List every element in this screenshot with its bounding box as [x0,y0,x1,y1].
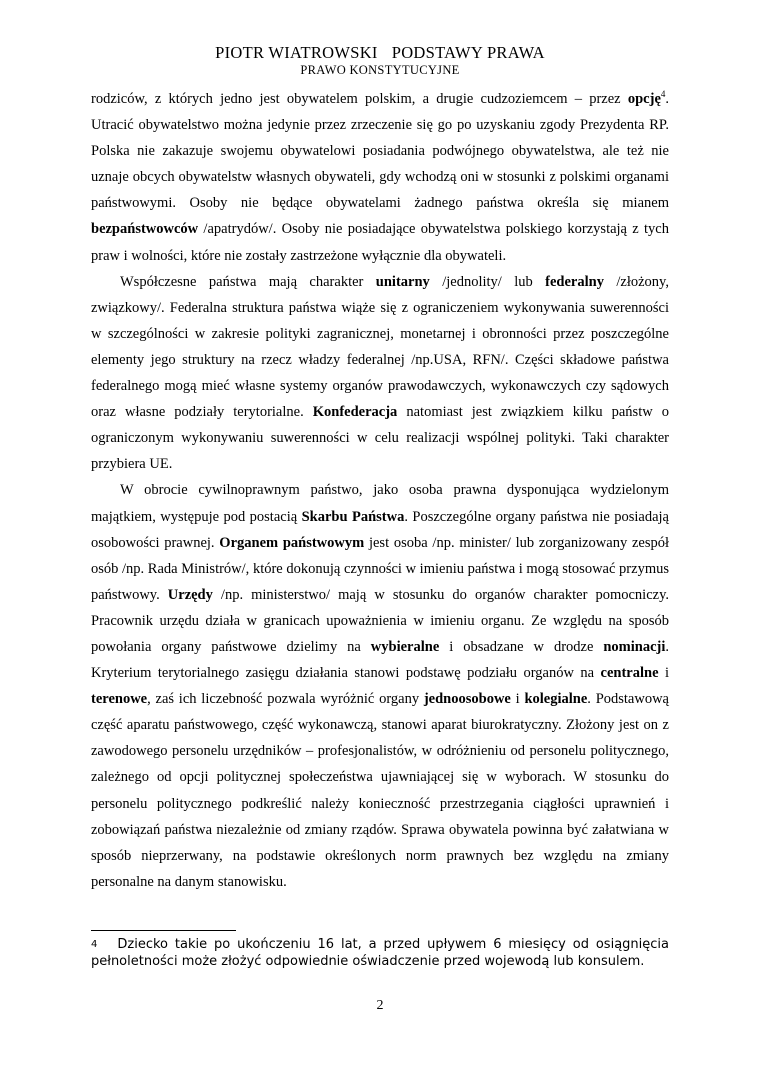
text-run: rodziców, z których jedno jest obywatelem polskim, a drugie cudzoziemcem – przez [91,91,628,107]
bold-term: Konfederacja [312,404,398,421]
bold-term: wybieralne [370,638,440,655]
bold-term: centralne [600,665,659,682]
header-title: PODSTAWY PRAWA [391,43,545,62]
text-run: . Poszczególne organy państwa nie posiadają osobowości prawnej. [91,508,669,551]
text-run: i [510,691,525,708]
bold-term: Skarbu Państwa [301,508,405,525]
paragraph [91,477,669,895]
footnote-separator [91,930,236,931]
bold-term: bezpaństwowców [91,221,199,238]
bold-term: opcję [627,91,661,107]
footnote-reference: 4 [660,89,666,100]
bold-term: Urzędy [167,586,213,603]
paragraph [91,86,669,269]
header-title-line [0,44,760,63]
text-run: /np. ministerstwo/ mają w stosunku do organów charakter pomocniczy. Pracownik urzędu działa w granicach upoważnienia w imieniu organu. Ze względu na sposób powołania organy państwowe dzielimy na [91,586,670,655]
bold-term: federalny [545,273,604,290]
text-run: /jednolity/ lub [429,273,546,290]
footnote-mark: 4 [91,939,98,950]
bold-term: nominacji [603,638,666,655]
text-run: Współczesne państwa mają charakter [120,273,376,290]
text-run: i obsadzane w drodze [439,638,604,655]
footnote [91,936,669,970]
bold-term: kolegialne [524,691,588,708]
header-subtitle: PRAWO KONSTYTUCYJNE [300,62,460,77]
text-run: natomiast jest związkiem kilku państw o ograniczonym wykonywaniu suwerenności w celu realizacji wspólnej polityki. Taki charakter przybiera UE. [91,404,669,473]
bold-term: jednoosobowe [423,691,511,708]
text-run: W obrocie cywilnoprawnym państwo, jako osoba prawna dysponująca wydzielonym majątkiem, występuje pod postacią [91,482,669,525]
text-run: . Podstawową część aparatu państwowego, część wykonawczą, stanowi aparat biurokratyczny. Złożony jest on z zawodowego personelu urzędników – profesjonalistów, w odróżnieniu od personelu politycznego, zależnego od opcji politycznej społeczeństwa ujawniającej się w wyborach. W stosunku do personelu politycznego podkreślić należy konieczność przestrzegania ciągłości uprawnień i zobowiązań państwa niezależnie od zmiany rządów. Sprawa obywatela powinna być załatwiana w sposób nieprzerwany, na podstawie określonych norm prawnych bez względu na zmiany personalne na danym stanowisku. [91,691,669,890]
text-run: /złożony, związkowy/. Federalna struktura państwa wiąże się z ograniczeniem wykonywania suwerenności w szczególności w zakresie polityki zagranicznej, monetarnej i obronności przez poszczególne elementy jego struktury na rzecz władzy federalnej /np.USA, RFN/. Części składowe państwa federalnego mogą mieć własne systemy organów prawodawczych, wykonawczych czy sądowych oraz własne podziały terytorialne. [91,273,669,421]
page-header [0,44,760,77]
header-author: PIOTR WIATROWSKI [215,43,378,62]
bold-term: Organem państwowym [219,534,365,551]
bold-term: unitarny [375,273,430,290]
page-number: 2 [376,998,384,1013]
text-run: i [658,665,670,682]
text-run: . Kryterium terytorialnego zasięgu działania stanowi podstawę podziału organów na [91,638,669,682]
paragraph [91,269,669,478]
body-text [91,86,669,895]
bold-term: terenowe [91,691,148,708]
text-run: jest osoba /np. minister/ lub zorganizowany zespół osób /np. Rada Ministrów/, które dokonują czynności w imieniu państwa i mogą stosować przymus państwowy. [91,534,669,603]
text-run: , zaś ich liczebność pozwala wyróżnić organy [147,691,424,708]
footnote-text: Dziecko takie po ukończeniu 16 lat, a przed upływem 6 miesięcy od osiągnięcia pełnoletności może złożyć odpowiednie oświadczenie przed wojewodą lub konsulem. [91,937,669,969]
text-run: /apatrydów/. Osoby nie posiadające obywatelstwa polskiego korzystają z tych praw i wolności, które nie zostały zastrzeżone wyłącznie dla obywateli. [91,221,669,264]
text-run: . Utracić obywatelstwo można jedynie przez zrzeczenie się go po uzyskaniu zgody Prezydenta RP. Polska nie zakazuje swojemu obywatelowi posiadania podwójnego obywatelstwa, ale też nie uznaje obcych obywatelstw własnych obywateli, gdy wchodzą oni w stosunki z polskimi organami państwowymi. Osoby nie będące obywatelami żadnego państwa określa się mianem [91,91,669,212]
